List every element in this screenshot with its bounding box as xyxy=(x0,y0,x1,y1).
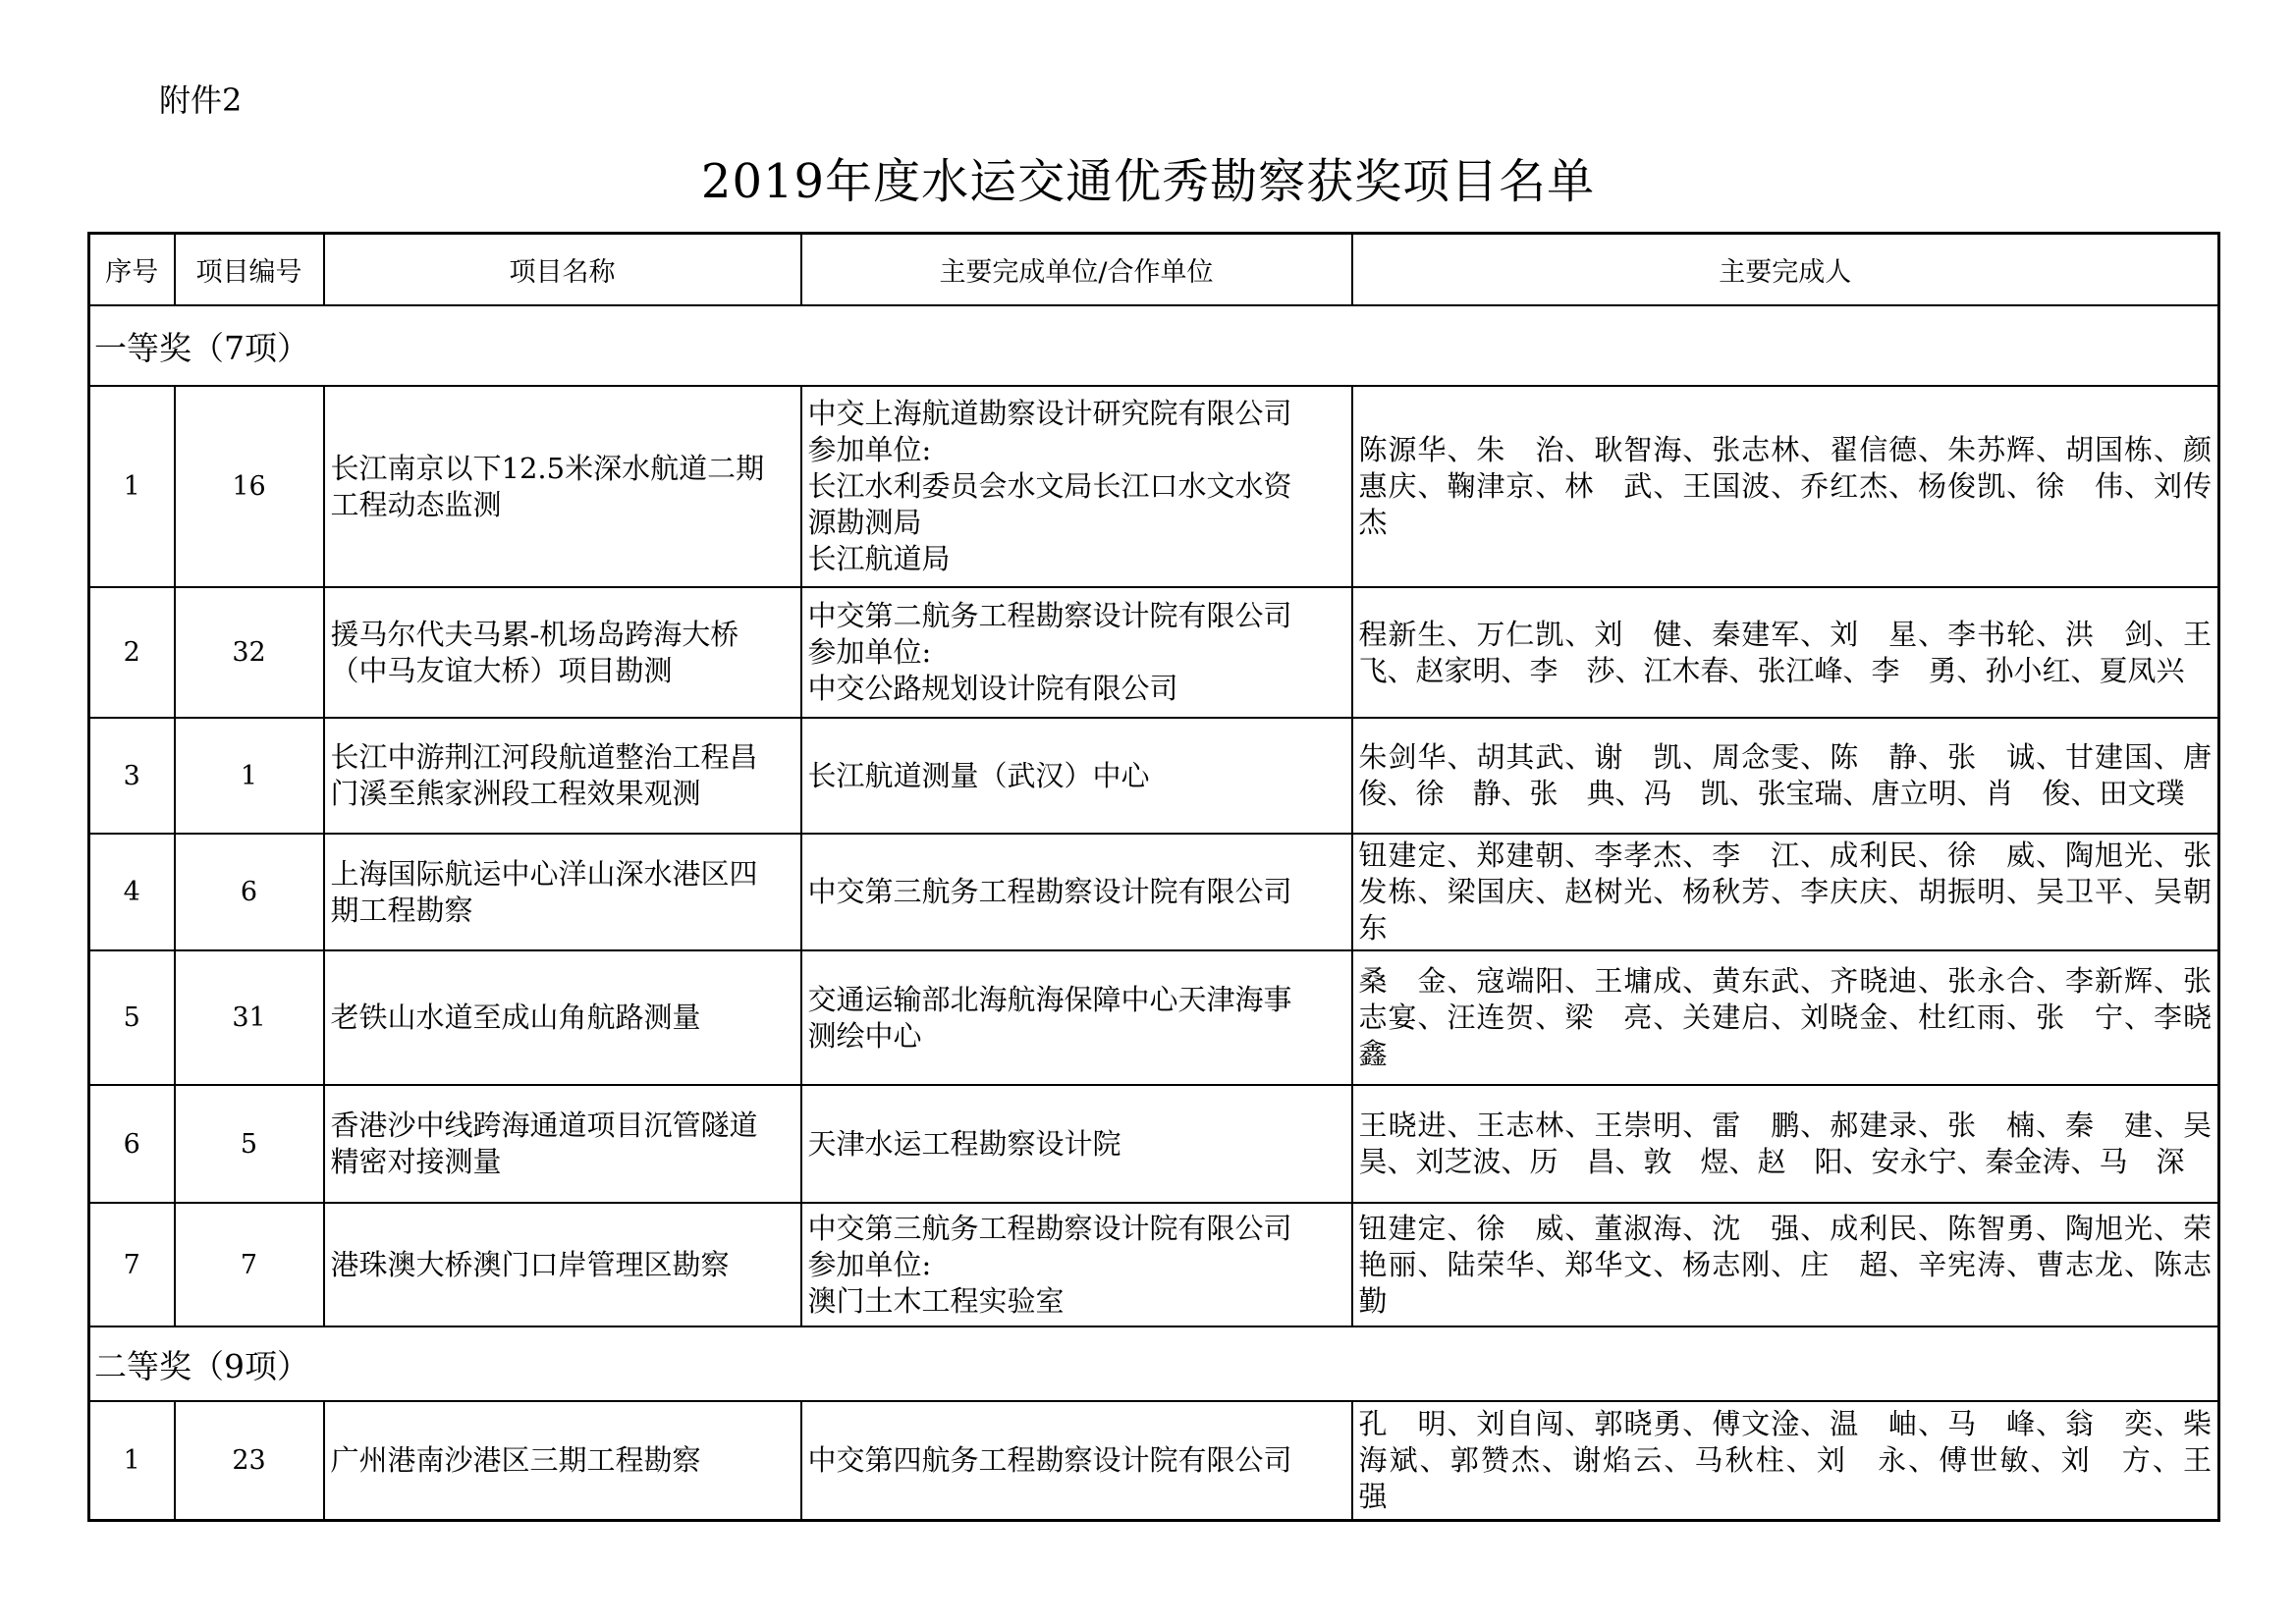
row-seq: 5 xyxy=(89,950,175,1085)
row-people: 孔 明、刘自闯、郭晓勇、傅文淦、温 岫、马 峰、翁 奕、柴海斌、郭赞杰、谢焰云、马秋柱、刘 永、傅世敏、刘 方、王 强 xyxy=(1352,1401,2219,1520)
unit-line: 中交第二航务工程勘察设计院有限公司 xyxy=(807,599,1292,632)
project-name-line: 广州港南沙港区三期工程勘察 xyxy=(330,1442,701,1477)
header-units: 主要完成单位/合作单位 xyxy=(801,234,1352,306)
award-projects-table xyxy=(87,232,2241,1522)
row-project-name xyxy=(324,718,801,834)
row-project-no: 31 xyxy=(175,950,324,1085)
row-units xyxy=(801,950,1352,1085)
row-seq: 7 xyxy=(89,1203,175,1326)
header-project-name: 项目名称 xyxy=(324,234,801,306)
unit-line: 中交第四航务工程勘察设计院有限公司 xyxy=(807,1442,1292,1477)
row-units xyxy=(801,386,1352,587)
unit-line: 中交第三航务工程勘察设计院有限公司 xyxy=(807,875,1292,908)
project-name-line: 上海国际航运中心洋山深水港区四 xyxy=(330,856,758,891)
unit-line: 中交第三航务工程勘察设计院有限公司 xyxy=(807,1211,1292,1245)
project-name-line: 工程动态监测 xyxy=(330,487,502,521)
unit-line: 中交上海航道勘察设计研究院有限公司 xyxy=(807,397,1292,430)
row-people: 钮建定、郑建朝、李孝杰、李 江、成利民、徐 威、陶旭光、张发栋、梁国庆、赵树光、杨秋芳、李庆庆、胡振明、吴卫平、吴朝东 xyxy=(1352,834,2219,950)
unit-line: 源勘测局 xyxy=(807,506,922,539)
row-seq: 3 xyxy=(89,718,175,834)
project-name-line: 精密对接测量 xyxy=(330,1145,502,1178)
section-heading-second-prize: 二等奖（9项） xyxy=(89,1326,2219,1401)
row-units xyxy=(801,587,1352,718)
row-people: 王晓进、王志林、王崇明、雷 鹏、郝建录、张 楠、秦 建、吴 昊、刘芝波、历 昌、敦 煜、赵 阳、安永宁、秦金涛、马 深 xyxy=(1352,1085,2219,1203)
project-name-line: 老铁山水道至成山角航路测量 xyxy=(330,1001,701,1034)
project-name-line: 长江南京以下12.5米深水航道二期 xyxy=(330,451,765,485)
row-project-no: 23 xyxy=(175,1401,324,1520)
row-project-name xyxy=(324,950,801,1085)
row-project-no: 7 xyxy=(175,1203,324,1326)
row-seq: 6 xyxy=(89,1085,175,1203)
unit-line: 长江航道局 xyxy=(807,542,951,575)
table-row xyxy=(89,1401,2219,1520)
project-name-line: 援马尔代夫马累-机场岛跨海大桥 xyxy=(330,617,739,651)
project-name-line: 期工程勘察 xyxy=(330,893,473,927)
table-row xyxy=(89,834,2219,950)
table-header-row xyxy=(89,234,2219,306)
unit-line: 长江水利委员会水文局长江口水文水资 xyxy=(807,469,1292,503)
project-name-line: 香港沙中线跨海通道项目沉管隧道 xyxy=(330,1109,758,1142)
row-units xyxy=(801,718,1352,834)
unit-line: 测绘中心 xyxy=(807,1018,922,1053)
unit-line: 长江航道测量（武汉）中心 xyxy=(807,758,1150,792)
unit-line: 参加单位: xyxy=(807,1247,932,1281)
row-units xyxy=(801,834,1352,950)
document-title: 2019年度水运交通优秀勘察获奖项目名单 xyxy=(700,154,1596,209)
unit-line: 澳门土木工程实验室 xyxy=(807,1283,1065,1318)
row-project-no: 1 xyxy=(175,718,324,834)
table-row xyxy=(89,718,2219,834)
row-people: 桑 金、寇端阳、王墉成、黄东武、齐晓迪、张永合、李新辉、张志宴、汪连贺、梁 亮、关建启、刘晓金、杜红雨、张 宁、李晓鑫 xyxy=(1352,950,2219,1085)
row-project-name xyxy=(324,1203,801,1326)
row-people: 朱剑华、胡其武、谢 凯、周念雯、陈 静、张 诚、甘建国、唐 俊、徐 静、张 典、冯 凯、张宝瑞、唐立明、肖 俊、田文璞 xyxy=(1352,718,2219,834)
project-name-line: （中马友谊大桥）项目勘测 xyxy=(330,653,673,687)
row-project-name xyxy=(324,1085,801,1203)
row-project-no: 32 xyxy=(175,587,324,718)
project-name-line: 港珠澳大桥澳门口岸管理区勘察 xyxy=(330,1247,730,1281)
row-project-no: 16 xyxy=(175,386,324,587)
project-name-line: 门溪至熊家洲段工程效果观测 xyxy=(330,777,701,810)
unit-line: 中交公路规划设计院有限公司 xyxy=(807,672,1178,705)
unit-line: 参加单位: xyxy=(807,433,932,466)
unit-line: 天津水运工程勘察设计院 xyxy=(807,1126,1121,1161)
table-row xyxy=(89,587,2219,718)
section-heading-row xyxy=(89,305,2219,386)
header-project-no: 项目编号 xyxy=(175,234,324,306)
project-name-line: 长江中游荆江河段航道整治工程昌 xyxy=(330,740,758,774)
header-people: 主要完成人 xyxy=(1352,234,2219,306)
row-seq: 2 xyxy=(89,587,175,718)
unit-line: 交通运输部北海航海保障中心天津海事 xyxy=(807,982,1292,1016)
row-project-name xyxy=(324,587,801,718)
row-project-name xyxy=(324,834,801,950)
row-project-name xyxy=(324,1401,801,1520)
row-project-no: 5 xyxy=(175,1085,324,1203)
table-row xyxy=(89,1085,2219,1203)
row-project-no: 6 xyxy=(175,834,324,950)
section-heading-row xyxy=(89,1326,2219,1401)
attachment-label: 附件2 xyxy=(159,81,243,119)
row-units xyxy=(801,1401,1352,1520)
row-units xyxy=(801,1085,1352,1203)
unit-line: 参加单位: xyxy=(807,635,932,669)
row-seq: 4 xyxy=(89,834,175,950)
header-seq: 序号 xyxy=(89,234,175,306)
table-row xyxy=(89,1203,2219,1326)
row-people: 钮建定、徐 威、董淑海、沈 强、成利民、陈智勇、陶旭光、荣艳丽、陆荣华、郑华文、杨志刚、庄 超、辛宪涛、曹志龙、陈志勤 xyxy=(1352,1203,2219,1326)
table-row xyxy=(89,386,2219,587)
row-project-name xyxy=(324,386,801,587)
table-row xyxy=(89,950,2219,1085)
row-seq: 1 xyxy=(89,386,175,587)
row-seq: 1 xyxy=(89,1401,175,1520)
section-heading-first-prize: 一等奖（7项） xyxy=(89,305,2219,386)
row-people: 程新生、万仁凯、刘 健、秦建军、刘 星、李书轮、洪 剑、王 飞、赵家明、李 莎、江木春、张江峰、李 勇、孙小红、夏凤兴 xyxy=(1352,587,2219,718)
row-units xyxy=(801,1203,1352,1326)
row-people: 陈源华、朱 治、耿智海、张志林、翟信德、朱苏辉、胡国栋、颜惠庆、鞠津京、林 武、王国波、乔红杰、杨俊凯、徐 伟、刘传杰 xyxy=(1352,386,2219,587)
